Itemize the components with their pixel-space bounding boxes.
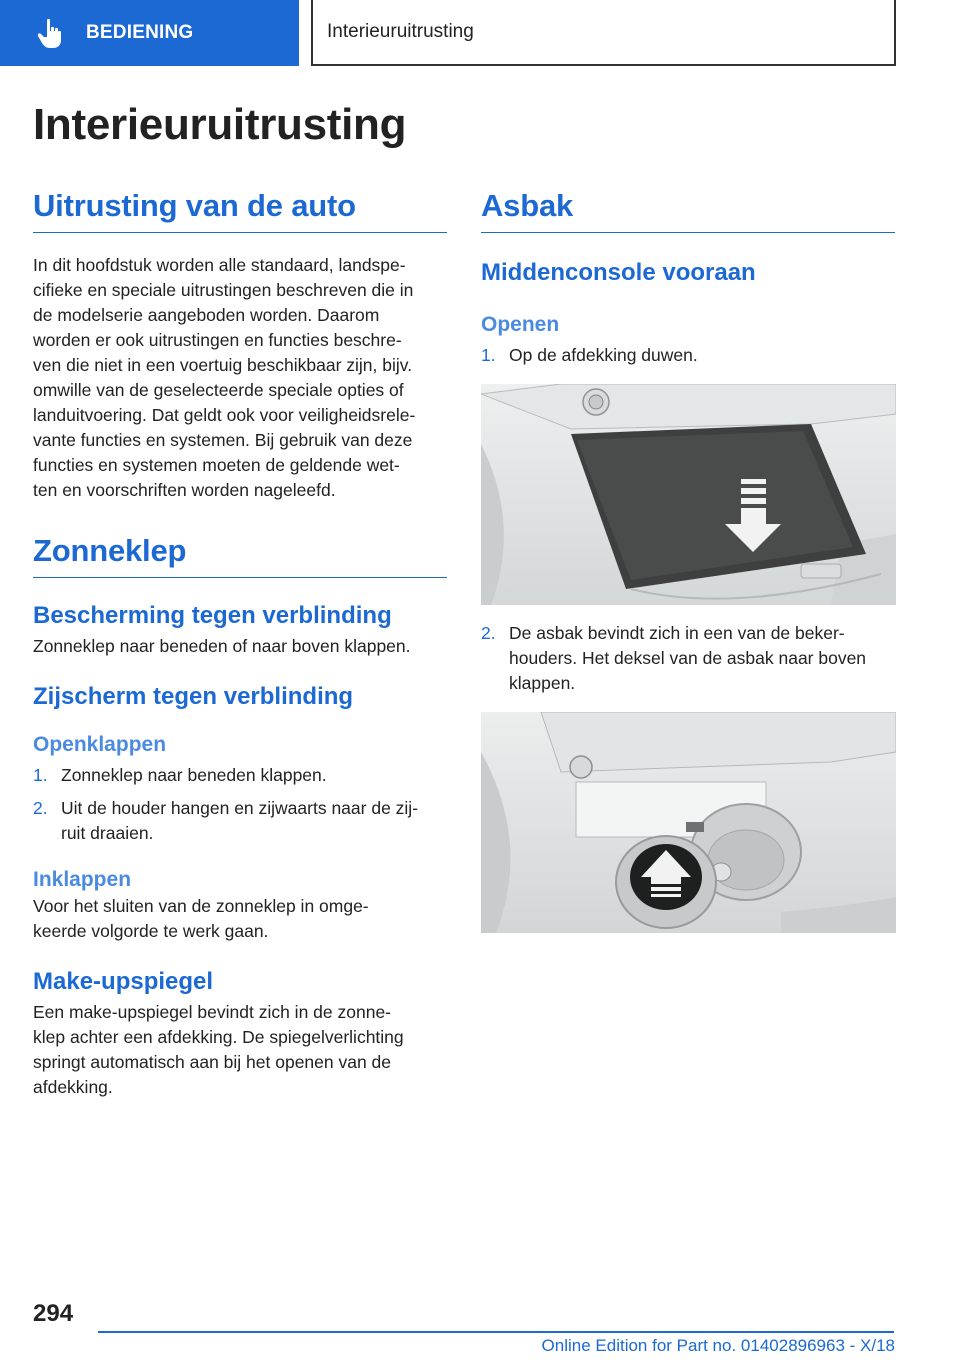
cupholder-ashtray-image (481, 712, 896, 933)
openen-step-2 (481, 621, 895, 696)
list-item: 1. Zonneklep naar beneden klappen. (33, 765, 327, 785)
left-column (33, 188, 447, 1100)
right-column (481, 188, 895, 933)
heading-makeup: Make-upspiegel (33, 968, 214, 995)
inklappen-text: Voor het sluiten van de zonneklep in omge- keerde volgorde te werk gaan. (33, 896, 369, 941)
openklappen-steps (33, 763, 447, 846)
list-item: 2. De asbak bevindt zich in een van de beker- houders. Het deksel van de asbak naar boven klappen. (481, 623, 867, 693)
makeup-text: Een make-upspiegel bevindt zich in de zonne- klep achter een afdekking. De spiegelverlichting springt automatisch aan bij het openen van de afdekking. (33, 1002, 404, 1097)
breadcrumb[interactable]: Interieuruitrusting (311, 0, 896, 66)
heading-asbak: Asbak (481, 188, 895, 233)
uitrusting-text: In dit hoofdstuk worden alle standaard, landspe- cifieke en speciale uitrustingen beschreven die in de modelserie aangeboden worden. Daarom worden er ook uitrustingen en functies beschre- ven die niet in een voertuig beschikbaar zijn, bijv. omwille van de geselecteerde speciale opties of landuitvoering. Dat geldt ook voor veiligheidsrele- vante functies en systemen. Bij gebruik van deze functies en systemen moeten de geldende wet- ten en voorschriften worden nageleefd. (33, 255, 416, 500)
edition-text: Online Edition for Part no. 01402896963 - X/18 (541, 1336, 895, 1355)
section-label: BEDIENING (86, 22, 194, 43)
page-title: Interieuruitrusting (33, 100, 407, 149)
hand-pointer-icon (34, 16, 68, 50)
console-cover-image (481, 384, 896, 605)
page-number: 294 (33, 1300, 74, 1327)
section-tab[interactable] (0, 0, 299, 66)
list-item: 1. Op de afdekking duwen. (481, 345, 698, 365)
bescherming-text: Zonneklep naar beneden of naar boven klappen. (33, 636, 411, 656)
openen-step-1 (481, 343, 895, 368)
heading-middenconsole: Middenconsole vooraan (481, 259, 756, 286)
heading-inklappen: Inklappen (33, 868, 132, 891)
heading-zonneklep: Zonneklep (33, 533, 447, 578)
heading-zijscherm: Zijscherm tegen verblinding (33, 683, 354, 710)
heading-uitrusting: Uitrusting van de auto (33, 188, 447, 233)
heading-openklappen: Openklappen (33, 733, 167, 756)
heading-bescherming: Bescherming tegen verblinding (33, 602, 392, 629)
list-item: 2. Uit de houder hangen en zijwaarts naar de zij- ruit draaien. (33, 798, 419, 843)
footer-divider (98, 1331, 894, 1333)
heading-openen: Openen (481, 313, 560, 336)
